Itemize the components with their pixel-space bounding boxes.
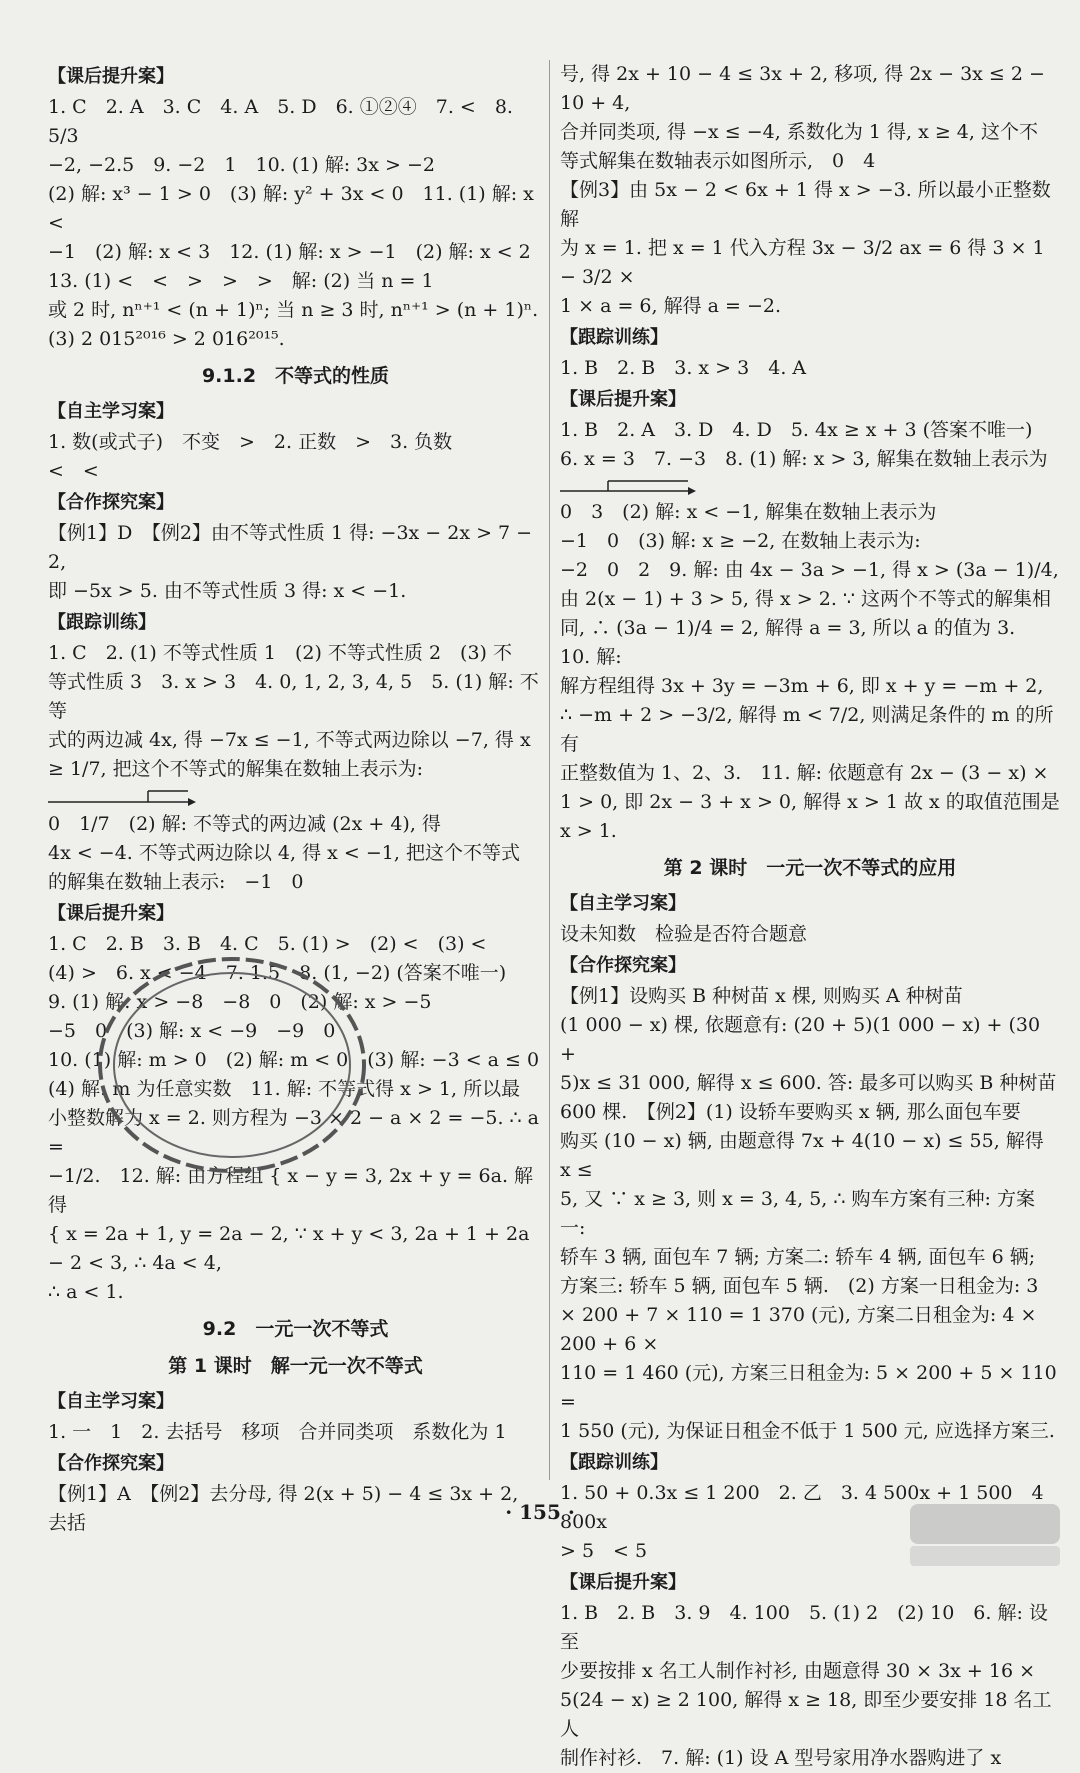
section-heading: 【课后提升案】 (560, 1572, 686, 1593)
watermark-stamp (92, 950, 372, 1180)
answer-line: { x = 2a + 1, y = 2a − 2, ∵ x + y < 3, 2a + 1 + 2a − 2 < 3, ∴ 4a < 4, (48, 1223, 530, 1274)
answer-line: 轿车 3 辆, 面包车 7 辆; 方案二: 轿车 4 辆, 面包车 6 辆; (560, 1246, 1036, 1268)
answer-line: 方案三: 轿车 5 辆, 面包车 5 辆. (2) 方案一日租金为: 3 (560, 1275, 1039, 1297)
answer-line: 6. x = 3 7. −3 8. (1) 解: x > 3, 解集在数轴上表示为 (560, 448, 1048, 470)
section-heading: 【合作探究案】 (560, 955, 686, 976)
section-title: 9.1.2 不等式的性质 (201, 365, 390, 387)
answer-line: ∴ a < 1. (48, 1281, 124, 1303)
answer-line: 为 x = 1. 把 x = 1 代入方程 3x − 3/2 ax = 6 得 3 × 1 − 3/2 × (560, 237, 1045, 288)
answer-line: ∴ −m + 2 > −3/2, 解得 m < 7/2, 则满足条件的 m 的所有 (560, 704, 1054, 755)
answer-line: 【例1】设购买 B 种树苗 x 棵, 则购买 A 种树苗 (560, 985, 963, 1007)
answer-line: × 200 + 7 × 110 = 1 370 (元), 方案二日租金为: 4 × 200 + 6 × (560, 1304, 1037, 1355)
answer-line: −1 0 (3) 解: x ≥ −2, 在数轴上表示为: (560, 530, 921, 552)
answer-line: (2) 解: x³ − 1 > 0 (3) 解: y² + 3x < 0 11. (1) 解: x < (48, 183, 534, 234)
answer-line: (4) 解: m 为任意实数 11. 解: 不等式得 x > 1, 所以最 (48, 1078, 521, 1100)
section-heading: 【课后提升案】 (48, 903, 174, 924)
answer-line: 1. 数(或式子) 不变 > 2. 正数 > 3. 负数 (48, 431, 453, 453)
column-divider (549, 60, 550, 1480)
section-heading: 【课后提升案】 (48, 66, 174, 87)
answer-line: 1. C 2. B 3. B 4. C 5. (1) > (2) < (3) < (48, 933, 487, 955)
answer-line: 少要按排 x 名工人制作衬衫, 由题意得 30 × 3x + 16 × (560, 1660, 1036, 1682)
section-heading: 【合作探究案】 (48, 1453, 174, 1474)
answer-line: (3) 2 015²⁰¹⁶ > 2 016²⁰¹⁵. (48, 328, 285, 350)
answer-line: −1 (2) 解: x < 3 12. (1) 解: x > −1 (2) 解: x < 2 (48, 241, 531, 263)
answer-line: 600 棵. 【例2】(1) 设轿车要购买 x 辆, 那么面包车要 (560, 1101, 1021, 1123)
section-heading: 【跟踪训练】 (560, 327, 668, 348)
answer-line: > 5 < 5 (560, 1540, 648, 1562)
answer-line: 9. (1) 解: x > −8 −8 0 (2) 解: x > −5 (48, 991, 432, 1013)
answer-line: 等式解集在数轴表示如图所示, 0 4 (560, 150, 876, 172)
left-column (48, 60, 543, 1538)
section-title: 9.2 一元一次不等式 (202, 1318, 389, 1340)
answer-line: 110 = 1 460 (元), 方案三日租金为: 5 × 200 + 5 × 110 = (560, 1362, 1057, 1413)
answer-line: 1. C 2. A 3. C 4. A 5. D 6. ①②④ 7. < 8. 5/3 (48, 96, 513, 147)
answer-line: 1 × a = 6, 解得 a = −2. (560, 295, 781, 317)
answer-line: 式的两边减 4x, 得 −7x ≤ −1, 不等式两边除以 −7, 得 x (48, 729, 531, 751)
answer-line: 13. (1) < < > > > 解: (2) 当 n = 1 (48, 270, 434, 292)
section-heading: 【合作探究案】 (48, 492, 174, 513)
answer-line: 1. 一 1 2. 去括号 移项 合并同类项 系数化为 1 (48, 1421, 507, 1443)
answer-line: < < (48, 460, 99, 482)
answer-line: 同, ∴ (3a − 1)/4 = 2, 解得 a = 3, 所以 a 的值为 3. 10. 解: (560, 617, 1035, 668)
section-heading: 【自主学习案】 (48, 1391, 174, 1412)
answer-line: 或 2 时, nⁿ⁺¹ < (n + 1)ⁿ; 当 n ≥ 3 时, nⁿ⁺¹ > (n + 1)ⁿ. (48, 299, 539, 321)
number-line-diagram (48, 788, 198, 808)
answer-line: 【例3】由 5x − 2 < 6x + 1 得 x > −3. 所以最小正整数解 (560, 179, 1051, 230)
answer-line: 等式性质 3 3. x > 3 4. 0, 1, 2, 3, 4, 5 5. (1) 解: 不等 (48, 671, 539, 722)
answer-line: 5(24 − x) ≥ 2 100, 解得 x ≥ 18, 即至少要安排 18 名工人 (560, 1689, 1052, 1740)
answer-line: (1 000 − x) 棵, 依题意有: (20 + 5)(1 000 − x) + (30 + (560, 1014, 1041, 1065)
answer-line: 【例1】A 【例2】去分母, 得 2(x + 5) − 4 ≤ 3x + 2, 去括 (48, 1483, 519, 1534)
answer-line: 1. 50 + 0.3x ≤ 1 200 2. 乙 3. 4 500x + 1 500 4 800x (560, 1482, 1044, 1533)
section-heading: 【跟踪训练】 (48, 612, 156, 633)
answer-line: 1 550 (元), 为保证日租金不低于 1 500 元, 应选择方案三. (560, 1420, 1055, 1442)
answer-line: 1. B 2. B 3. x > 3 4. A (560, 357, 807, 379)
answer-line: −2 0 2 9. 解: 由 4x − 3a > −1, 得 x > (3a − 1)/4, (560, 559, 1059, 581)
answer-line: 5)x ≤ 31 000, 解得 x ≤ 600. 答: 最多可以购买 B 种树苗 (560, 1072, 1057, 1094)
answer-line: 解方程组得 3x + 3y = −3m + 6, 即 x + y = −m + 2, (560, 675, 1044, 697)
section-heading: 【自主学习案】 (560, 893, 686, 914)
answer-line: 即 −5x > 5. 由不等式性质 3 得: x < −1. (48, 580, 407, 602)
section-heading: 【自主学习案】 (48, 401, 174, 422)
answer-line: −5 0 (3) 解: x < −9 −9 0 (48, 1020, 336, 1042)
answer-line: 正整数值为 1、2、3. 11. 解: 依题意有 2x − (3 − x) × (560, 762, 1049, 784)
answer-line: 1. B 2. A 3. D 4. D 5. 4x ≥ x + 3 (答案不唯一) (560, 419, 1033, 441)
answer-line: 小整数解为 x = 2. 则方程为 −3 × 2 − a × 2 = −5. ∴ a = (48, 1107, 540, 1158)
answer-line: 合并同类项, 得 −x ≤ −4, 系数化为 1 得, x ≥ 4, 这个不 (560, 121, 1038, 143)
number-line-diagram (560, 478, 700, 496)
answer-line: 0 1/7 (2) 解: 不等式的两边减 (2x + 4), 得 (48, 813, 441, 835)
answer-line: 4x < −4. 不等式两边除以 4, 得 x < −1, 把这个不等式 (48, 842, 520, 864)
answer-line: 1 > 0, 即 2x − 3 + x > 0, 解得 x > 1 故 x 的取值范围是 x > 1. (560, 791, 1060, 842)
answer-line: 【例1】D 【例2】由不等式性质 1 得: −3x − 2x > 7 − 2, (48, 522, 533, 573)
section-subtitle: 第 2 课时 一元一次不等式的应用 (663, 857, 957, 879)
answer-line: 由 2(x − 1) + 3 > 5, 得 x > 2. ∵ 这两个不等式的解集相 (560, 588, 1052, 610)
answer-line: 1. C 2. (1) 不等式性质 1 (2) 不等式性质 2 (3) 不 (48, 642, 512, 664)
page-number: · 155 · (505, 1500, 575, 1524)
corner-watermark-logo (908, 1500, 1068, 1570)
answer-line: 制作衬衫. 7. 解: (1) 设 A 型号家用净水器购进了 x (560, 1747, 1002, 1769)
answer-line: (4) > 6. x < −4 7. 1.5 8. (1, −2) (答案不唯一) (48, 962, 507, 984)
answer-line: 设未知数 检验是否符合题意 (560, 923, 808, 945)
answer-line: −1/2. 12. 解: 由方程组 { x − y = 3, 2x + y = 6a. 解得 (48, 1165, 534, 1216)
answer-line: 10. (1) 解: m > 0 (2) 解: m < 0 (3) 解: −3 < a ≤ 0 (48, 1049, 540, 1071)
answer-line: 1. B 2. B 3. 9 4. 100 5. (1) 2 (2) 10 6. 解: 设至 (560, 1602, 1048, 1653)
answer-line: 的解集在数轴上表示: −1 0 (48, 871, 304, 893)
section-heading: 【跟踪训练】 (560, 1452, 668, 1473)
answer-line: 购买 (10 − x) 辆, 由题意得 7x + 4(10 − x) ≤ 55, 解得 x ≤ (560, 1130, 1044, 1181)
answer-line: 号, 得 2x + 10 − 4 ≤ 3x + 2, 移项, 得 2x − 3x ≤ 2 − 10 + 4, (560, 63, 1045, 114)
answer-line: ≥ 1/7, 把这个不等式的解集在数轴上表示为: (48, 758, 424, 780)
section-heading: 【课后提升案】 (560, 389, 686, 410)
section-subtitle: 第 1 课时 解一元一次不等式 (168, 1355, 423, 1377)
answer-line: 0 3 (2) 解: x < −1, 解集在数轴上表示为 (560, 501, 937, 523)
answer-line: 5, 又 ∵ x ≥ 3, 则 x = 3, 4, 5, ∴ 购车方案有三种: 方案一: (560, 1188, 1035, 1239)
answer-line: −2, −2.5 9. −2 1 10. (1) 解: 3x > −2 (48, 154, 435, 176)
